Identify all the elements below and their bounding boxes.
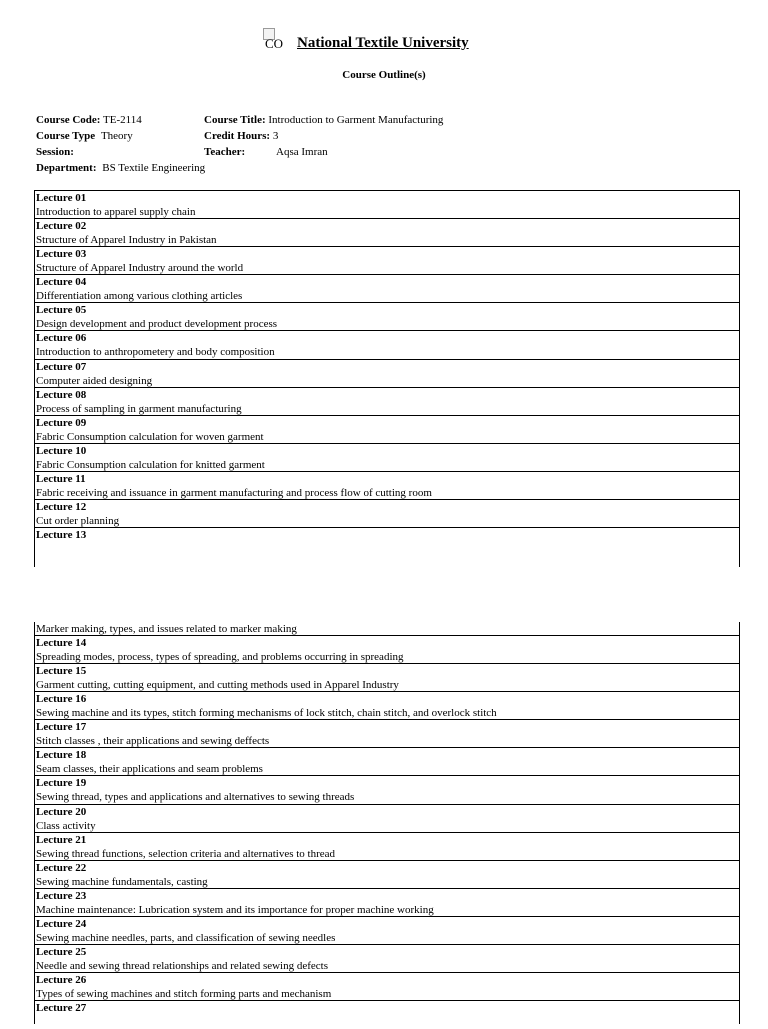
lecture-row: [35, 191, 739, 219]
department-label: Department:: [36, 162, 97, 174]
lecture-table-page-1: [34, 190, 740, 567]
lecture-topic: Cut order planning: [36, 515, 120, 528]
lecture-topic: Types of sewing machines and stitch forming parts and mechanism: [36, 988, 332, 1001]
lecture-label: Lecture 14: [36, 637, 87, 649]
lecture-row: [35, 945, 739, 973]
lecture-topic: Introduction to apparel supply chain: [36, 206, 196, 218]
credit-hours-label: Credit Hours:: [204, 130, 271, 142]
lecture-label: Lecture 13: [36, 529, 87, 542]
lecture-row: [35, 776, 739, 804]
lecture-row: [35, 275, 739, 303]
lecture-label: Lecture 25: [36, 946, 87, 959]
session-label: Session:: [36, 146, 74, 158]
teacher-label: Teacher:: [204, 146, 246, 158]
course-code-value: TE-2114: [103, 114, 142, 126]
lecture-topic: Seam classes, their applications and seam problems: [36, 763, 263, 776]
lecture-topic: Garment cutting, cutting equipment, and cutting methods used in Apparel Industry: [36, 679, 399, 692]
lecture-row: [35, 247, 739, 275]
lecture-topic: Marker making, types, and issues related to marker making: [36, 623, 297, 635]
lecture-topic: Sewing thread, types and applications and alternatives to sewing threads: [36, 791, 355, 804]
lecture-row: [35, 833, 739, 861]
lecture-topic: Sewing machine and its types, stitch forming mechanisms of lock stitch, chain stitch, and overlock stitch: [36, 707, 497, 720]
lecture-label: Lecture 19: [36, 777, 87, 790]
lecture-topic: Stitch classes , their applications and sewing deffects: [36, 735, 270, 748]
course-title-value: Introduction to Garment Manufacturing: [268, 114, 444, 126]
lecture-label: Lecture 23: [36, 889, 87, 902]
lecture-row: [35, 360, 739, 388]
lecture-topic: Process of sampling in garment manufacturing: [36, 402, 242, 415]
lecture-row: [35, 889, 739, 917]
lecture-label: Lecture 17: [36, 721, 87, 734]
department-value: BS Textile Engineering: [102, 162, 206, 174]
lecture-topic: Sewing machine needles, parts, and classification of sewing needles: [36, 931, 336, 944]
lecture-row: [35, 692, 739, 720]
lecture-row: [35, 748, 739, 776]
lecture-label: Lecture 22: [36, 861, 87, 874]
lecture-label: Lecture 26: [36, 974, 87, 987]
lecture-row: [35, 636, 739, 664]
lecture-topic: Design development and product development process: [36, 318, 278, 331]
teacher-value: Aqsa Imran: [276, 146, 328, 158]
lecture-topic: Introduction to anthropometery and body composition: [36, 346, 275, 359]
lecture-label: Lecture 07: [36, 360, 87, 373]
lecture-topic: Computer aided designing: [36, 374, 153, 387]
university-title: National Textile University: [297, 35, 469, 51]
course-type-label: Course Type: [36, 130, 96, 142]
lecture-table-page-2: [34, 622, 740, 1024]
lecture-row: [35, 917, 739, 945]
lecture-row: [35, 388, 739, 416]
logo-alt-text: CO: [265, 36, 284, 51]
course-code-label: Course Code:: [36, 114, 101, 126]
lecture-row: [35, 664, 739, 692]
document-subtitle: Course Outline(s): [342, 69, 426, 81]
lecture-row: [35, 720, 739, 748]
credit-hours-value: 3: [272, 130, 279, 142]
university-logo-broken-image: [263, 28, 287, 50]
lecture-row: [35, 472, 739, 500]
lecture-topic: Fabric Consumption calculation for knitted garment: [36, 458, 265, 471]
lecture-label: Lecture 27: [36, 1002, 87, 1015]
lecture-label: Lecture 09: [36, 416, 87, 429]
lecture-row: [35, 861, 739, 889]
lecture-row: [35, 303, 739, 331]
lecture-13-continued: [35, 622, 739, 636]
lecture-topic: Sewing machine fundamentals, casting: [36, 875, 208, 888]
lecture-topic: Differentiation among various clothing articles: [36, 290, 243, 303]
lecture-label: Lecture 24: [36, 917, 87, 930]
lecture-label: Lecture 08: [36, 388, 87, 401]
lecture-topic: Machine maintenance: Lubrication system and its importance for proper machine working: [36, 903, 434, 916]
lecture-topic: Spreading modes, process, types of spreading, and problems occurring in spreading: [36, 651, 404, 663]
lecture-topic: Structure of Apparel Industry in Pakistan: [36, 234, 217, 247]
lecture-topic: Fabric Consumption calculation for woven garment: [36, 430, 264, 443]
lecture-label: Lecture 04: [36, 276, 87, 289]
lecture-label: Lecture 06: [36, 332, 87, 345]
lecture-row: [35, 973, 739, 1001]
course-title-label: Course Title:: [204, 114, 266, 126]
lecture-label: Lecture 20: [36, 805, 87, 818]
lecture-label: Lecture 12: [36, 501, 87, 514]
lecture-label: Lecture 03: [36, 248, 87, 261]
lecture-row: [35, 444, 739, 472]
lecture-label: Lecture 02: [36, 220, 87, 233]
lecture-label: Lecture 18: [36, 749, 87, 762]
lecture-label: Lecture 01: [36, 192, 87, 204]
lecture-topic: Fabric receiving and issuance in garment manufacturing and process flow of cutting room: [36, 486, 432, 499]
lecture-topic: Sewing thread functions, selection criteria and alternatives to thread: [36, 847, 336, 860]
lecture-topic: Structure of Apparel Industry around the world: [36, 262, 244, 275]
lecture-row: [35, 416, 739, 444]
lecture-label: Lecture 05: [36, 304, 87, 317]
lecture-label: Lecture 11: [36, 472, 86, 485]
lecture-row: [35, 219, 739, 247]
lecture-row: [35, 331, 739, 359]
lecture-row: [35, 1001, 739, 1029]
lecture-row: [35, 528, 739, 556]
lecture-row: [35, 805, 739, 833]
course-type-value: Theory: [100, 130, 133, 142]
lecture-label: Lecture 16: [36, 693, 87, 706]
lecture-label: Lecture 15: [36, 665, 87, 678]
lecture-topic: Needle and sewing thread relationships and related sewing defects: [36, 960, 329, 973]
lecture-label: Lecture 21: [36, 833, 87, 846]
lecture-label: Lecture 10: [36, 444, 87, 457]
lecture-topic: Class activity: [36, 819, 96, 832]
lecture-row: [35, 500, 739, 528]
